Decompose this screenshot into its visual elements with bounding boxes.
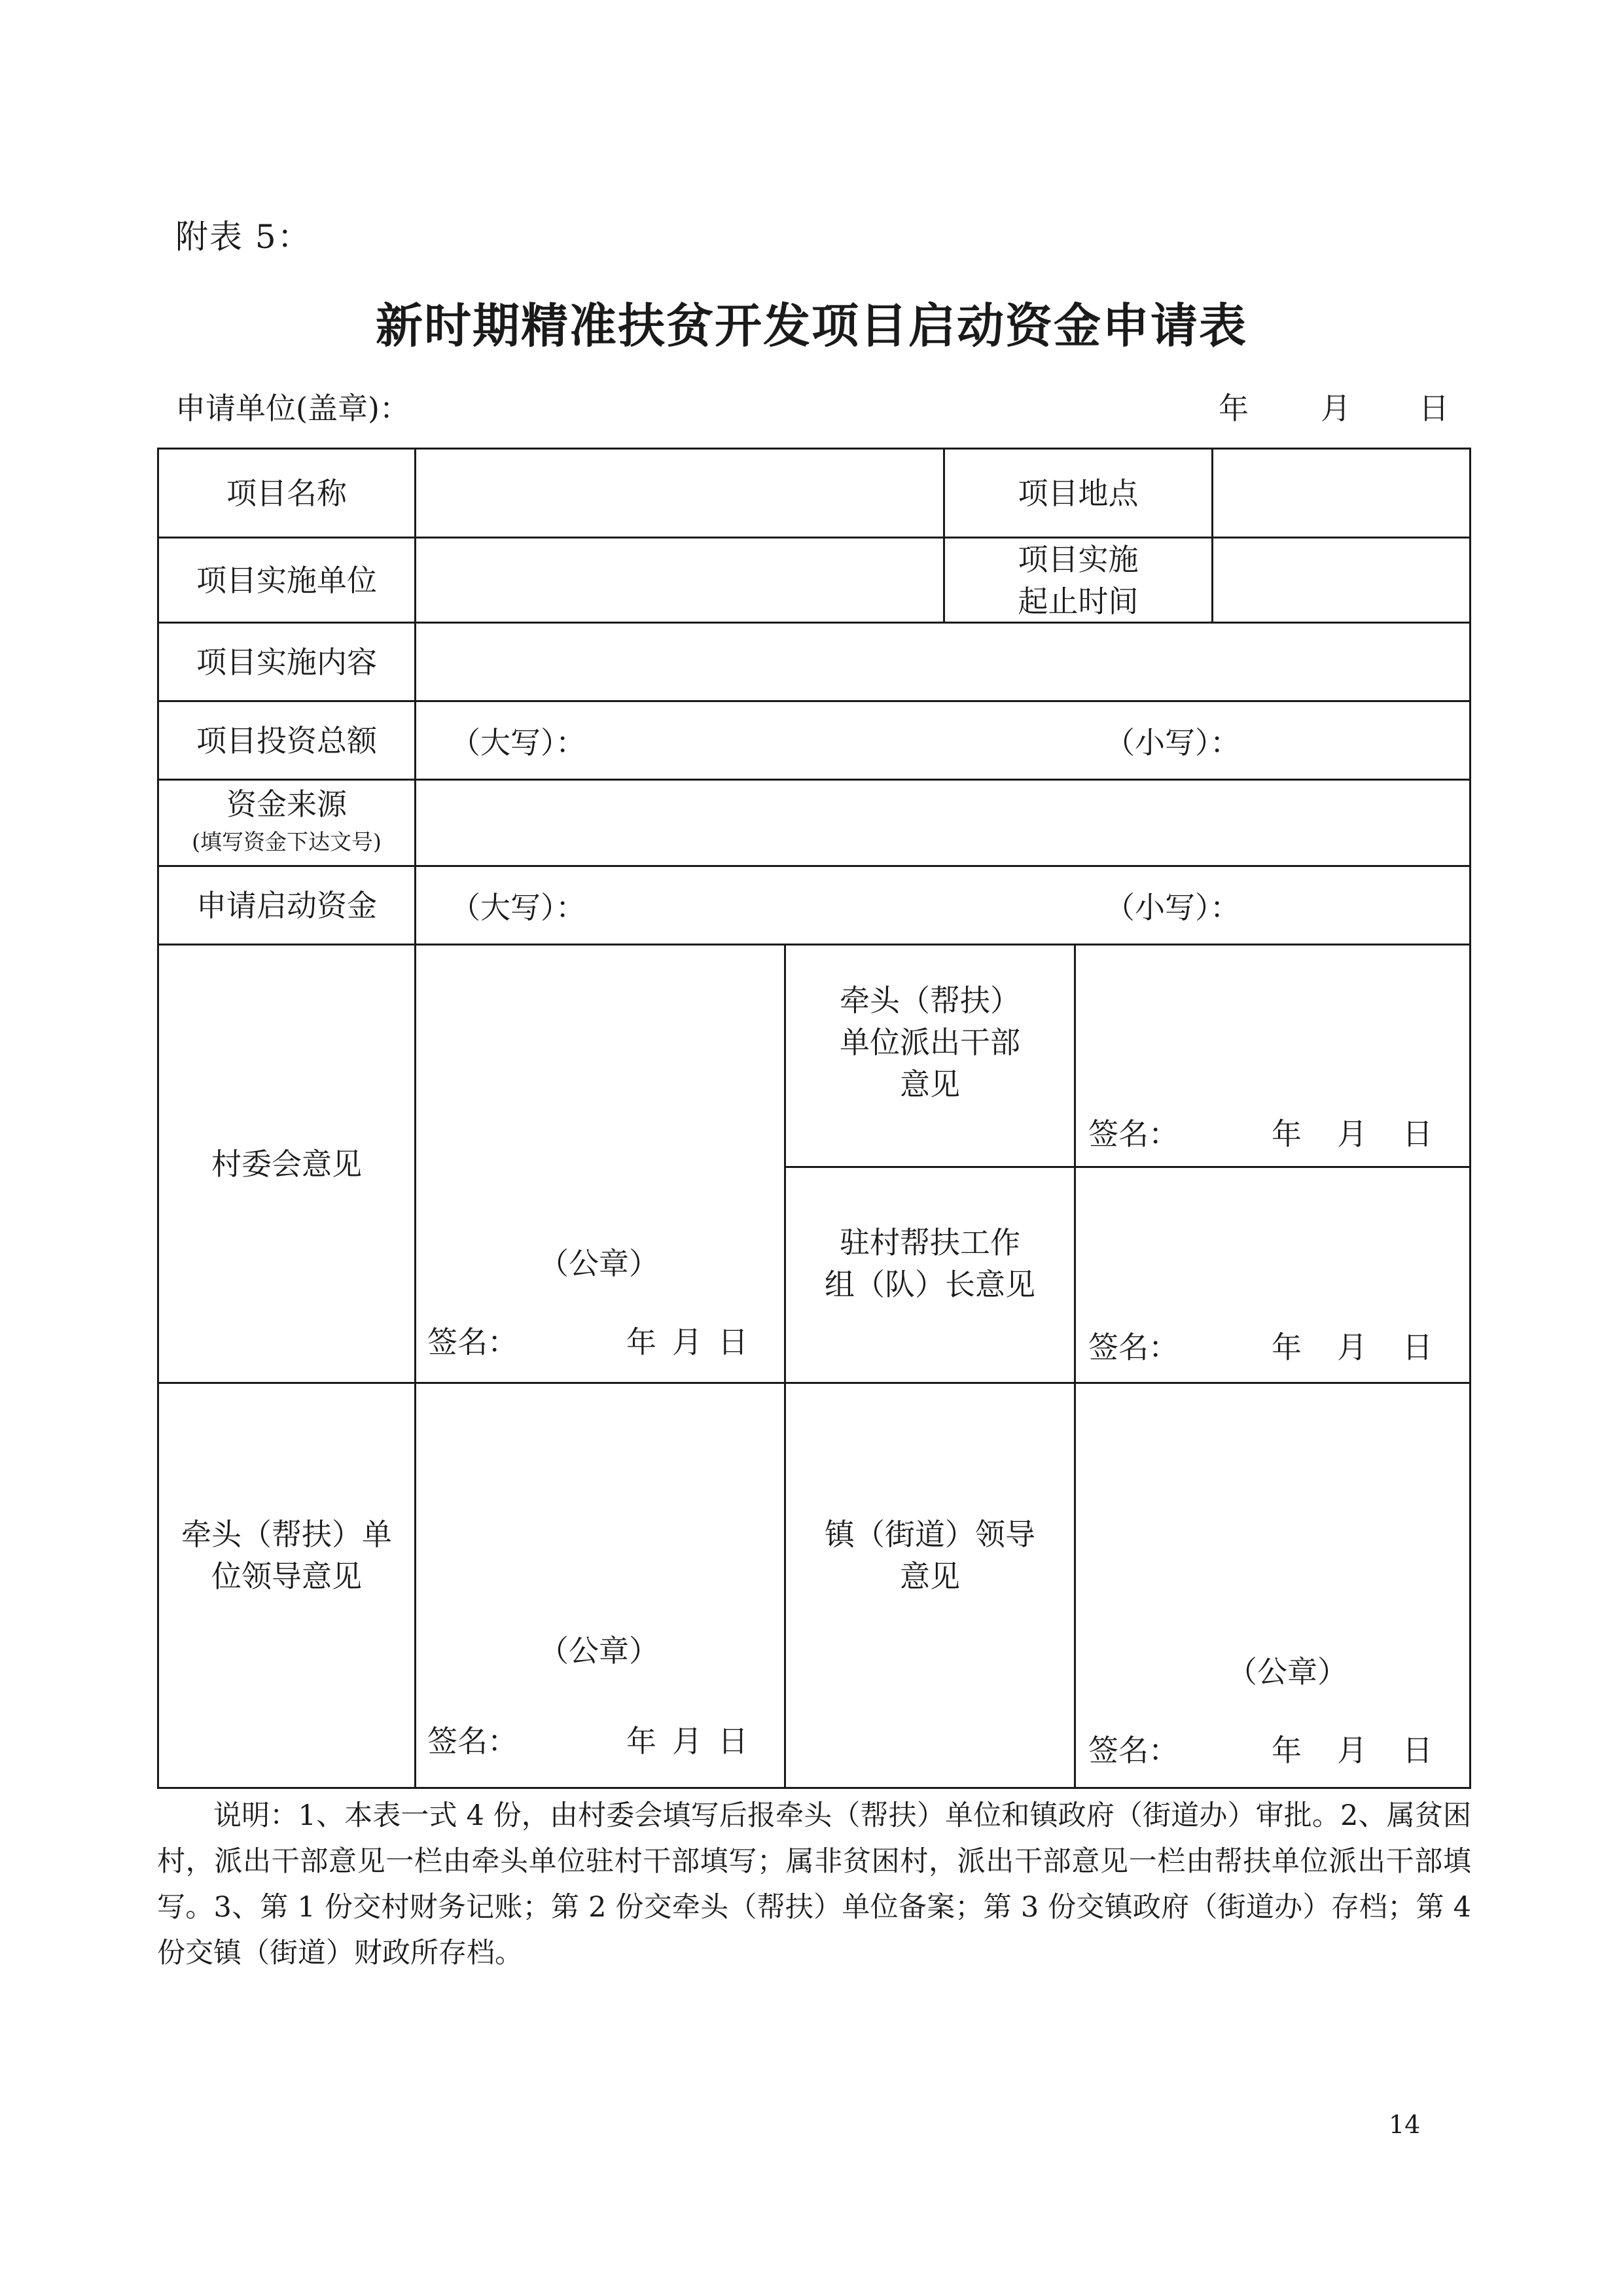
- resident-team-month: 月: [1337, 1330, 1367, 1365]
- resident-team-line1: 驻村帮扶工作: [840, 1225, 1020, 1260]
- resident-team-signature: 签名：: [1088, 1330, 1179, 1365]
- lead-unit-leader-line2: 位领导意见: [211, 1559, 362, 1594]
- town-leader-seal: （公章）: [1227, 1654, 1347, 1689]
- lead-unit-cadre-year: 年: [1272, 1116, 1302, 1152]
- form-notes: 说明：1、本表一式 4 份，由村委会填写后报牵头（帮扶）单位和镇政府（街道办）审批。2、属贫困村，派出干部意见一栏由牵头单位驻村干部填写；属非贫困村，派出干部意见一栏由帮扶单位派出干部填写。3、第 1 份交村财务记账；第 2 份交牵头（帮扶）单位备案；第 3 份交镇政府（街道办）存档；第 4 份交镇（街道）财政所存档。: [157, 1799, 1471, 1969]
- lead-unit-cadre-signature: 签名：: [1088, 1116, 1179, 1152]
- total-investment-lowercase-label: （小写）：: [1105, 725, 1240, 760]
- town-leader-signature: 签名：: [1088, 1733, 1179, 1768]
- town-leader-line1: 镇（街道）领导: [825, 1517, 1035, 1552]
- town-leader-month: 月: [1337, 1733, 1367, 1768]
- impl-period-field[interactable]: [1213, 539, 1469, 622]
- lead-unit-cadre-month: 月: [1337, 1116, 1367, 1152]
- application-table: [157, 448, 1471, 1789]
- header-day: 日: [1419, 391, 1449, 426]
- lead-unit-leader-line1: 牵头（帮扶）单: [181, 1517, 392, 1552]
- town-leader-day: 日: [1402, 1733, 1433, 1768]
- fund-source-label: [159, 781, 414, 865]
- impl-content-label: 项目实施内容: [196, 644, 377, 680]
- village-committee-day: 日: [718, 1324, 748, 1360]
- village-committee-month: 月: [672, 1324, 702, 1360]
- impl-period-label-line2: 起止时间: [1018, 583, 1139, 619]
- applicant-label: 申请单位(盖章)：: [175, 391, 410, 426]
- project-location-label: 项目地点: [1018, 475, 1139, 511]
- startup-fund-label: 申请启动资金: [196, 887, 377, 923]
- resident-team-day: 日: [1402, 1330, 1433, 1365]
- resident-team-line2: 组（队）长意见: [825, 1267, 1035, 1302]
- fund-source-label-main: 资金来源: [226, 786, 347, 822]
- village-committee-label: 村委会意见: [211, 1146, 362, 1182]
- header-year: 年: [1219, 391, 1249, 426]
- impl-content-field[interactable]: [416, 624, 1469, 700]
- town-leader-year: 年: [1272, 1733, 1302, 1768]
- lead-unit-cadre-day: 日: [1402, 1116, 1433, 1152]
- project-name-field[interactable]: [416, 450, 943, 537]
- village-committee-signature: 签名：: [427, 1324, 518, 1360]
- lead-unit-leader-day: 日: [718, 1723, 748, 1759]
- lead-unit-cadre-line2: 单位派出干部: [840, 1025, 1020, 1060]
- impl-period-label: [945, 539, 1211, 622]
- village-committee-seal: （公章）: [539, 1246, 659, 1281]
- fund-source-note: (填写资金下达文号): [192, 828, 382, 855]
- project-name-label: 项目名称: [226, 475, 347, 511]
- annex-label: 附表 5：: [175, 218, 312, 256]
- impl-unit-field[interactable]: [416, 539, 943, 622]
- fund-source-field[interactable]: [416, 781, 1469, 865]
- lead-unit-cadre-line3: 意见: [900, 1067, 960, 1102]
- village-committee-year: 年: [626, 1324, 656, 1360]
- lead-unit-leader-label: [159, 1510, 414, 1601]
- form-title: 新时期精准扶贫开发项目启动资金申请表: [375, 298, 1247, 353]
- total-investment-label: 项目投资总额: [196, 722, 377, 758]
- lead-unit-leader-seal: （公章）: [539, 1633, 659, 1669]
- lead-unit-leader-year: 年: [626, 1723, 656, 1759]
- lead-unit-leader-month: 月: [672, 1723, 702, 1759]
- page-number: 14: [1389, 2110, 1421, 2139]
- impl-period-label-line1: 项目实施: [1018, 541, 1139, 577]
- startup-fund-lowercase-label: （小写）：: [1105, 890, 1240, 925]
- resident-team-label: [786, 1222, 1074, 1326]
- lead-unit-cadre-label: [786, 980, 1074, 1123]
- resident-team-year: 年: [1272, 1330, 1302, 1365]
- town-leader-label: [786, 1510, 1074, 1601]
- lead-unit-cadre-line1: 牵头（帮扶）: [840, 983, 1020, 1018]
- startup-fund-capital-label: （大写）：: [450, 890, 586, 925]
- project-location-field[interactable]: [1213, 450, 1469, 537]
- lead-unit-leader-signature: 签名：: [427, 1723, 518, 1759]
- header-month: 月: [1321, 391, 1351, 426]
- impl-unit-label: 项目实施单位: [196, 562, 377, 598]
- town-leader-line2: 意见: [900, 1559, 960, 1594]
- total-investment-capital-label: （大写）：: [450, 725, 586, 760]
